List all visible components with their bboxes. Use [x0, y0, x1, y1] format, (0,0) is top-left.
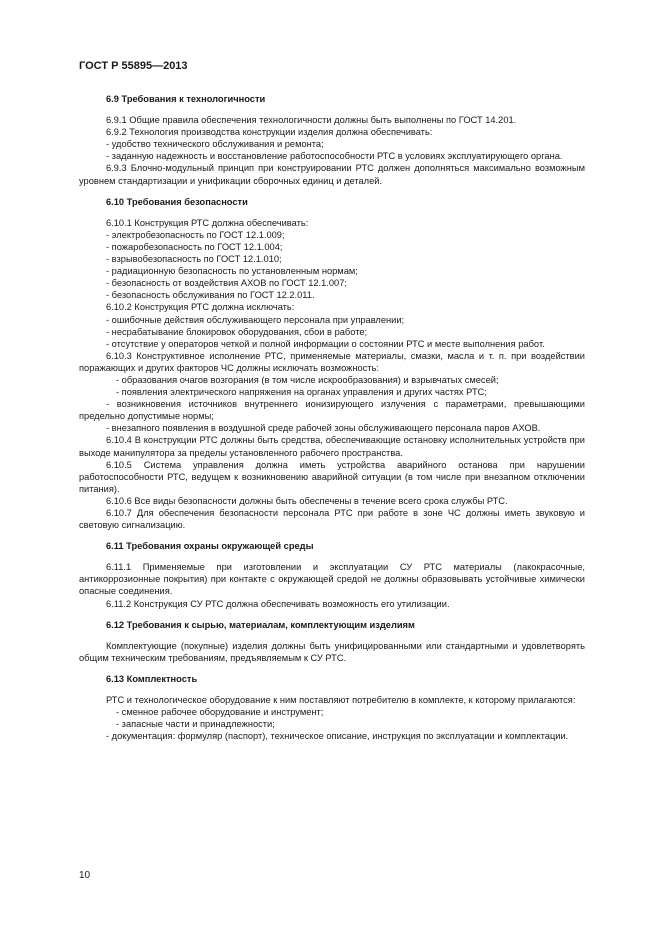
list-item: - появления электрического напряжения на органах управления и других частях РТС; [116, 387, 487, 398]
section-title-6-12: 6.12 Требования к сырью, материалам, комплектующим изделиям [106, 619, 415, 630]
list-item: - безопасность от воздействия АХОВ по ГОСТ 12.1.007; [106, 278, 347, 289]
document-header: ГОСТ Р 55895—2013 [79, 60, 188, 72]
paragraph-6-10-5: 6.10.5 Система управления должна иметь устройства аварийного останова при нарушении работоспособности РТС, ведущем к возникновению аварийной ситуации (в том числе при внезапном отключении питания). [79, 459, 585, 494]
list-item: - взрывобезопасность по ГОСТ 12.1.010; [106, 254, 282, 265]
list-item: - внезапного появления в воздушной среде рабочей зоны обслуживающего персонала паров АХОВ. [106, 423, 541, 434]
paragraph-6-13: РТС и технологическое оборудование к ним поставляют потребителю в комплекте, к которому прилагаются: [106, 695, 576, 706]
list-item: - удобство технического обслуживания и ремонта; [106, 139, 324, 150]
list-item: - ошибочные действия обслуживающего персонала при управлении; [106, 314, 405, 325]
list-item: - радиационную безопасность по установленным нормам; [106, 266, 358, 277]
page-number: 10 [79, 870, 91, 881]
paragraph-6-9-3: 6.9.3 Блочно-модульный принцип при конструировании РТС должен дополняться максимально возможным уровнем стандартизации и унификации сборочных единиц и деталей. [79, 163, 585, 186]
list-item: - безопасность обслуживания по ГОСТ 12.2.011. [106, 290, 315, 301]
paragraph-6-10-3: 6.10.3 Конструктивное исполнение РТС, применяемые материалы, смазки, масла и т. п. при воздействии поражающих и других факторов ЧС должны исключать возможность: [79, 350, 585, 373]
paragraph-6-11-1: 6.11.1 Применяемые при изготовлении и эксплуатации СУ РТС материалы (лакокрасочные, антикоррозионные покрытия) при контакте с окружающей средой не должны образовывать устойчивые химически опасные соединения. [79, 562, 585, 597]
paragraph-6-11-2: 6.11.2 Конструкция СУ РТС должна обеспечивать возможность его утилизации. [106, 598, 450, 609]
list-item: - образования очагов возгорания (в том числе искрообразования) и взрывчатых смесей; [116, 374, 499, 385]
section-title-6-10: 6.10 Требования безопасности [106, 196, 248, 207]
paragraph-6-9-2: 6.9.2 Технология производства конструкции изделия должна обеспечивать: [106, 127, 433, 138]
list-item: - пожаробезопасность по ГОСТ 12.1.004; [106, 241, 283, 252]
paragraph-6-10-2: 6.10.2 Конструкция РТС должна исключать: [106, 302, 295, 313]
paragraph-6-10-6: 6.10.6 Все виды безопасности должны быть обеспечены в течение всего срока службы РТС. [106, 495, 508, 506]
paragraph-6-10-7: 6.10.7 Для обеспечения безопасности персонала РТС при работе в зоне ЧС должны иметь звуковую и световую сигнализацию. [79, 508, 585, 531]
section-title-6-11: 6.11 Требования охраны окружающей среды [106, 541, 314, 552]
section-title-6-13: 6.13 Комплектность [106, 673, 198, 684]
list-item: - возникновения источников внутреннего ионизирующего излучения с параметрами, превышающими предельно допустимые нормы; [79, 399, 585, 422]
paragraph-6-10-1: 6.10.1 Конструкция РТС должна обеспечивать: [106, 217, 309, 228]
paragraph-6-9-1: 6.9.1 Общие правила обеспечения технологичности должны быть выполнены по ГОСТ 14.201. [106, 115, 517, 126]
paragraph-6-12: Комплектующие (покупные) изделия должны быть унифицированными или стандартными и удовлетворять общим техническим требованиям, предъявляемым к СУ РТС. [79, 640, 585, 663]
list-item: - несрабатывание блокировок оборудования, сбои в работе; [106, 326, 368, 337]
page-content [79, 93, 585, 742]
paragraph-6-10-4: 6.10.4 В конструкции РТС должны быть средства, обеспечивающие остановку исполнительных устройств при выходе манипулятора за пределы установленного рабочего пространства. [79, 435, 585, 458]
list-item: - документация: формуляр (паспорт), техническое описание, инструкция по эксплуатации и комплектации. [106, 731, 569, 742]
list-item: - сменное рабочее оборудование и инструмент; [116, 707, 324, 718]
list-item: - электробезопасность по ГОСТ 12.1.009; [106, 229, 285, 240]
section-title-6-9: 6.9 Требования к технологичности [106, 94, 266, 104]
list-item: - запасные части и принадлежности; [116, 719, 275, 730]
list-item: - заданную надежность и восстановление работоспособности РТС в условиях эксплуатирующего органа. [106, 151, 563, 162]
list-item: - отсутствие у операторов четкой и полной информации о состоянии РТС и месте выполнения работ. [106, 338, 545, 349]
